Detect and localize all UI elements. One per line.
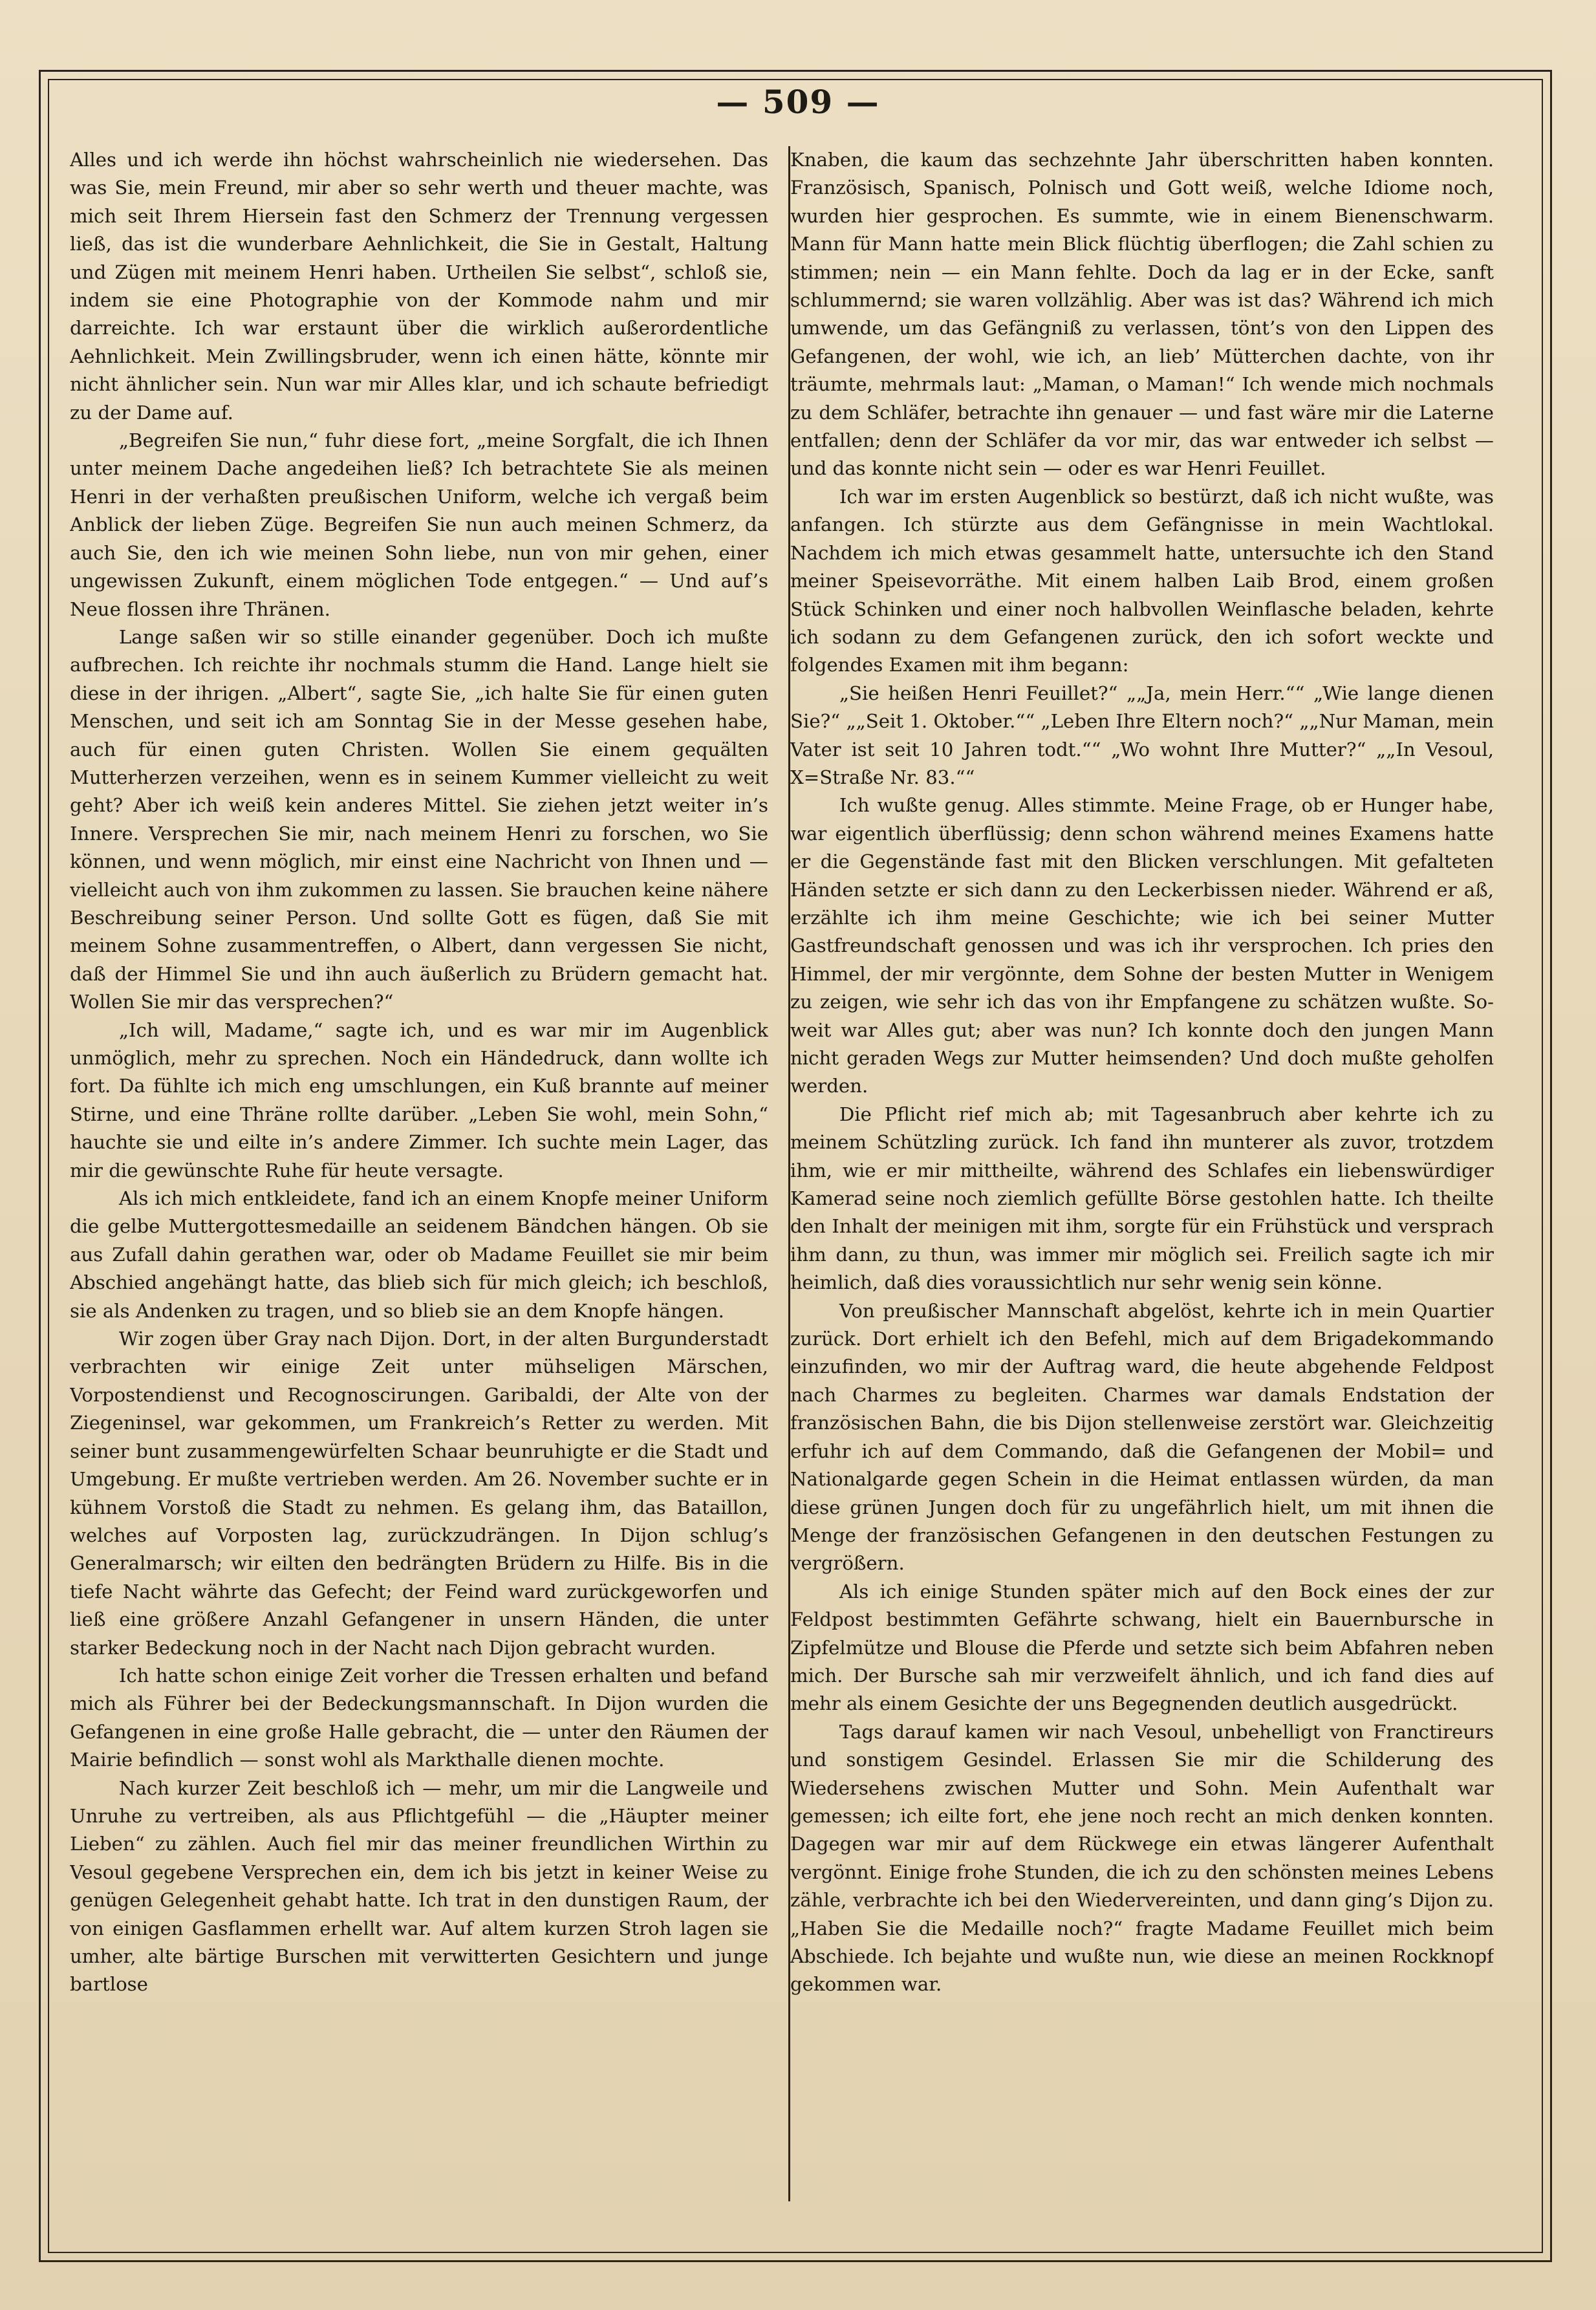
paragraph: Tags darauf kamen wir nach Vesoul, unbehelligt von Franctireurs und sonstigem Gesindel. Erlassen Sie mir die Schilderung des Wiedersehens zwischen Mutter und Sohn. Mein Aufenthalt war gemessen; ich eilte fort, ehe jene noch recht an mich denken konnten. Dagegen war mir auf dem Rückwege ein etwas längerer Aufenthalt vergönnt. Einige frohe Stunden, die ich zu den schönsten meines Lebens zähle, verbrachte ich bei den Wiedervereinten, und dann ging’s Dijon zu. „Haben Sie die Medaille noch?“ fragte Madame Feuillet mich beim Abschiede. Ich bejahte und wußte nun, wie diese an meinen Rockknopf gekommen war.	[790, 1720, 1494, 1996]
paragraph: Wir zogen über Gray nach Dijon. Dort, in der alten Burgunderstadt verbrachten wir einige Zeit unter mühseligen Märschen, Vorpostendienst und Recognoscirungen. Garibaldi, der Alte von der Ziegeninsel, war gekommen, um Frankreich’s Retter zu werden. Mit seiner bunt zusammengewürfelten Schaar beunruhigte er die Stadt und Umgebung. Er mußte vertrieben werden. Am 26. November suchte er in kühnem Vorstoß die Stadt zu nehmen. Es gelang ihm, das Bataillon, welches auf Vorposten lag, zurückzudrängen. In Dijon schlug’s Generalmarsch; wir eilten den bedrängten Brüdern zu Hilfe. Bis in die tiefe Nacht währte das Gefecht; der Feind ward zurückgeworfen und ließ eine größere Anzahl Gefangener in unsern Händen, die unter starker Bedeckung noch in der Nacht nach Dijon gebracht wurden.	[70, 1328, 768, 1659]
dialogue-paragraph: „Sie heißen Henri Feuillet?“ „„Ja, mein Herr.““ „Wie lange dienen Sie?“ „„Seit 1. Oktober.““ „Leben Ihre Eltern noch?“ „„Nur Maman, mein Vater ist seit 10 Jahren todt.““ „Wo wohnt Ihre Mutter?“ „„In Vesoul, X=Straße Nr. 83.““	[790, 682, 1494, 788]
paragraph: Ich hatte schon einige Zeit vorher die Tressen erhalten und befand mich als Führer bei der Bedeckungsmannschaft. In Dijon wurden die Gefangenen in eine große Halle gebracht, die — unter den Räumen der Mairie befindlich — sonst wohl als Markthalle dienen mochte.	[70, 1664, 768, 1771]
page-number: — 509 —	[716, 83, 880, 121]
paragraph: Lange saßen wir so stille einander gegenüber. Doch ich mußte aufbrechen. Ich reichte ihr nochmals stumm die Hand. Lange hielt sie diese in der ihrigen. „Albert“, sagte Sie, „ich halte Sie für einen guten Menschen, und seit ich am Sonntag Sie in der Messe gesehen habe, auch für einen guten Christen. Wollen Sie einem gequälten Mutterherzen verzeihen, wenn es in seinem Kummer vielleicht zu weit geht? Aber ich weiß kein anderes Mittel. Sie ziehen jetzt weiter in’s Innere. Versprechen Sie mir, nach meinem Henri zu forschen, wo Sie können, und wenn möglich, mir einst eine Nachricht von Ihnen und — vielleicht auch von ihm zukommen zu lassen. Sie brauchen keine nähere Beschreibung seiner Person. Und sollte Gott es fügen, daß Sie mit meinem Sohne zusammentreffen, o Albert, dann vergessen Sie nicht, daß der Himmel Sie und ihn auch äußerlich zu Brüdern gemacht hat. Wollen Sie mir das versprechen?“	[70, 625, 768, 1013]
paragraph: Von preußischer Mannschaft abgelöst, kehrte ich in mein Quartier zurück. Dort erhielt ich den Befehl, mich auf dem Brigadekommando einzufinden, wo mir der Auftrag ward, die heute abgehende Feldpost nach Charmes zu begleiten. Charmes war damals Endstation der französischen Bahn, die bis Dijon stellenweise zerstört war. Gleichzeitig erfuhr ich auf dem Commando, daß die Gefangenen der Mobil= und Nationalgarde gegen Schein in die Heimat entlassen würden, da man diese grünen Jungen doch für zu ungefährlich hielt, um mit ihnen die Menge der französischen Gefangenen in den deutschen Festungen zu vergrößern.	[790, 1299, 1494, 1575]
paragraph: Knaben, die kaum das sechzehnte Jahr überschritten haben konnten. Französisch, Spanisch, Polnisch und Gott weiß, welche Idiome noch, wurden hier gesprochen. Es summte, wie in einem Bienenschwarm. Mann für Mann hatte mein Blick flüchtig überflogen; die Zahl schien zu stimmen; nein — ein Mann fehlte. Doch da lag er in der Ecke, sanft schlummernd; sie waren vollzählig. Aber was ist das? Während ich mich umwende, um das Gefängniß zu verlassen, tönt’s von den Lippen des Gefangenen, der wohl, wie ich, an lieb’ Mütterchen dachte, von ihr träumte, mehrmals laut: „Maman, o Maman!“ Ich wende mich nochmals zu dem Schläfer, betrachte ihn genauer — und fast wäre mir die Laterne entfallen; denn der Schläfer da vor mir, das war entweder ich selbst — und das konnte nicht sein — oder es war Henri Feuillet.	[790, 149, 1494, 480]
paragraph: Nach kurzer Zeit beschloß ich — mehr, um mir die Langweile und Unruhe zu vertreiben, als aus Pflichtgefühl — die „Häupter meiner Lieben“ zu zählen. Auch fiel mir das meiner freundlichen Wirthin zu Vesoul gegebene Versprechen ein, dem ich bis jetzt in keiner Weise zu genügen Gelegenheit gehabt hatte. Ich trat in den dunstigen Raum, der von einigen Gasflammen erhellt war. Auf altem kurzen Stroh lagen sie umher, alte bärtige Burschen mit verwitterten Gesichtern und junge bartlose	[70, 1776, 768, 1996]
paragraph: „Begreifen Sie nun,“ fuhr diese fort, „meine Sorgfalt, die ich Ihnen unter meinem Dache angedeihen ließ? Ich betrachtete Sie als meinen Henri in der verhaßten preußischen Uniform, welche ich vergaß beim Anblick der lieben Züge. Begreifen Sie nun auch meinen Schmerz, da auch Sie, den ich wie meinen Sohn liebe, nun von mir gehen, einer ungewissen Zukunft, einem möglichen Tode entgegen.“ — Und auf’s Neue flossen ihre Thränen.	[70, 429, 768, 620]
paragraph: Als ich mich entkleidete, fand ich an einem Knopfe meiner Uniform die gelbe Muttergottesmedaille an seidenem Bändchen hängen. Ob sie aus Zufall dahin gerathen war, oder ob Madame Feuillet sie mir beim Abschied angehängt hatte, das blieb sich für mich gleich; ich beschloß, sie als Andenken zu tragen, und so blieb sie an dem Knopfe hängen.	[70, 1187, 768, 1322]
left-column	[70, 146, 768, 2209]
paragraph: Ich war im ersten Augenblick so bestürzt, daß ich nicht wußte, was anfangen. Ich stürzte aus dem Gefängnisse in mein Wachtlokal. Nachdem ich mich etwas gesammelt hatte, untersuchte ich den Stand meiner Speisevorräthe. Mit einem halben Laib Brod, einem großen Stück Schinken und einer noch halbvollen Weinflasche beladen, kehrte ich sodann zu dem Gefangenen zurück, den ich sofort weckte und folgendes Examen mit ihm begann:	[790, 485, 1494, 676]
paragraph: Ich wußte genug. Alles stimmte. Meine Frage, ob er Hunger habe, war eigentlich überflüssig; denn schon während meines Examens hatte er die Gegenstände fast mit den Blicken verschlungen. Mit gefalteten Händen setzte er sich dann zu den Leckerbissen nieder. Während er aß, erzählte ich ihm meine Geschichte; wie ich bei seiner Mutter Gastfreundschaft genossen und was ich ihr versprochen. Ich pries den Himmel, der mir vergönnte, dem Sohne der besten Mutter in Wenigem zu zeigen, wie sehr ich das von ihr Empfangene zu schätzen wußte. Soweit war Alles gut; aber was nun? Ich konnte doch den jungen Mann nicht geraden Wegs zur Mutter heimsenden? Und doch mußte geholfen werden.	[790, 794, 1494, 1097]
paragraph: „Ich will, Madame,“ sagte ich, und es war mir im Augenblick unmöglich, mehr zu sprechen. Noch ein Händedruck, dann wollte ich fort. Da fühlte ich mich eng umschlungen, ein Kuß brannte auf meiner Stirne, und eine Thräne rollte darüber. „Leben Sie wohl, mein Sohn,“ hauchte sie und eilte in’s andere Zimmer. Ich suchte mein Lager, das mir die gewünschte Ruhe für heute versagte.	[70, 1019, 768, 1182]
right-column	[790, 146, 1494, 2209]
paragraph: Alles und ich werde ihn höchst wahrscheinlich nie wiedersehen. Das was Sie, mein Freund, mir aber so sehr werth und theuer machte, was mich seit Ihrem Hiersein fast den Schmerz der Trennung vergessen ließ, das ist die wunderbare Aehnlichkeit, die Sie in Gestalt, Haltung und Zügen mit meinem Henri haben. Urtheilen Sie selbst“, schloß sie, indem sie eine Photographie von der Kommode nahm und mir darreichte. Ich war erstaunt über die wirklich außerordentliche Aehnlichkeit. Mein Zwillingsbruder, wenn ich einen hätte, könnte mir nicht ähnlicher sein. Nun war mir Alles klar, und ich schaute befriedigt zu der Dame auf.	[70, 149, 768, 424]
paragraph: Als ich einige Stunden später mich auf den Bock eines der zur Feldpost bestimmten Gefährte schwang, hielt ein Bauernbursche in Zipfelmütze und Blouse die Pferde und setzte sich beim Abfahren neben mich. Der Bursche sah mir verzweifelt ähnlich, und ich fand dies auf mehr als einem Gesichte der uns Begegnenden deutlich ausgedrückt.	[790, 1580, 1494, 1715]
paragraph: Die Pflicht rief mich ab; mit Tagesanbruch aber kehrte ich zu meinem Schützling zurück. Ich fand ihn munterer als zuvor, trotzdem ihm, wie er mir mittheilte, während des Schlafes ein liebenswürdiger Kamerad seine noch ziemlich gefüllte Börse gestohlen hatte. Ich theilte den Inhalt der meinigen mit ihm, sorgte für ein Frühstück und versprach ihm dann, zu thun, was immer mir möglich sei. Freilich sagte ich mir heimlich, daß dies voraussichtlich nur sehr wenig sein könne.	[790, 1103, 1494, 1294]
